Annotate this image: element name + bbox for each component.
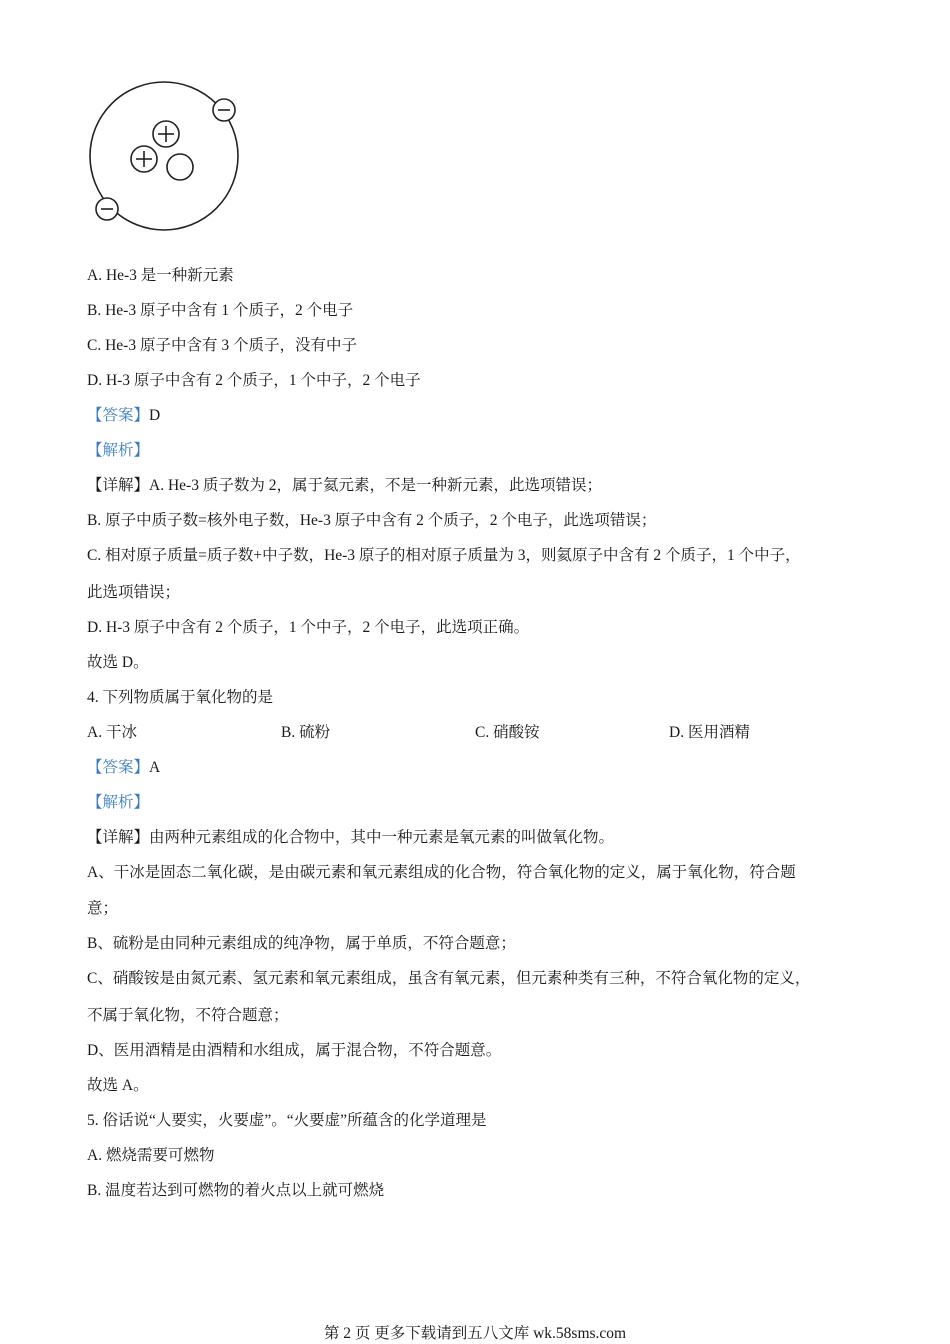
- answer-line: [87, 406, 160, 426]
- conclusion: 故选 D。: [87, 654, 149, 671]
- q4-detail-b: B、硫粉是由同种元素组成的纯净物，属于单质，不符合题意；: [87, 935, 516, 952]
- page-footer: 第 2 页 更多下载请到五八文库 wk.58sms.com: [323, 1325, 627, 1342]
- electron-minus-icon: [96, 198, 118, 220]
- q4-detail-c2: 不属于氧化物，不符合题意；: [87, 1007, 289, 1024]
- q4-answer-line: [87, 758, 160, 778]
- q5-option-a: A. 燃烧需要可燃物: [87, 1147, 215, 1164]
- electron-minus-icon: [213, 99, 235, 121]
- detail-line-3b: 此选项错误；: [87, 584, 181, 601]
- answer-value: D: [149, 407, 161, 424]
- q4-option-b: B. 硫粉: [281, 724, 331, 741]
- q4-answer-tag: 【答案】: [87, 759, 150, 776]
- q4-option-d: D. 医用酒精: [669, 724, 750, 741]
- q4-detail-d: D、医用酒精是由酒精和水组成，属于混合物，不符合题意。: [87, 1042, 502, 1059]
- detail-line-2: B. 原子中质子数=核外电子数，He-3 原子中含有 2 个质子，2 个电子，此选项错误；: [87, 512, 657, 529]
- answer-tag: 【答案】: [87, 407, 150, 424]
- q4-analysis-tag: 【解析】: [87, 794, 150, 811]
- q4-option-c: C. 硝酸铵: [475, 724, 540, 741]
- option-b: B. He-3 原子中含有 1 个质子，2 个电子: [87, 302, 354, 319]
- detail-line-3a: C. 相对原子质量=质子数+中子数，He-3 原子的相对原子质量为 3，则氦原子中含有 2 个质子，1 个中子，: [87, 547, 801, 564]
- q4-detail-text: 由两种元素组成的化合物中，其中一种元素是氧元素的叫做氧化物。: [149, 829, 615, 846]
- question-4-stem: 4. 下列物质属于氧化物的是: [87, 689, 274, 706]
- q5-option-b: B. 温度若达到可燃物的着火点以上就可燃烧: [87, 1182, 385, 1199]
- detail-text: A. He-3 质子数为 2，属于氦元素，不是一种新元素，此选项错误；: [149, 477, 602, 494]
- proton-plus-icon: [131, 146, 157, 172]
- question-5-stem: 5. 俗话说“人要实，火要虚”。“火要虚”所蕴含的化学道理是: [87, 1112, 487, 1129]
- analysis-tag: 【解析】: [87, 442, 150, 459]
- detail-line-1: [87, 476, 602, 496]
- q4-conclusion: 故选 A。: [87, 1077, 149, 1094]
- q4-detail-intro: [87, 828, 614, 848]
- neutron-icon: [167, 154, 193, 180]
- q4-detail-tag: 【详解】: [87, 829, 150, 846]
- q4-detail-a1: A、干冰是固态二氧化碳，是由碳元素和氧元素组成的化合物，符合氧化物的定义，属于氧化物，符合题: [87, 864, 796, 881]
- option-c: C. He-3 原子中含有 3 个质子，没有中子: [87, 337, 357, 354]
- q4-option-a: A. 干冰: [87, 724, 137, 741]
- option-d: D. H-3 原子中含有 2 个质子，1 个中子，2 个电子: [87, 372, 421, 389]
- detail-tag: 【详解】: [87, 477, 150, 494]
- q4-detail-a2: 意；: [87, 900, 119, 917]
- q4-answer-value: A: [149, 759, 161, 776]
- option-a: A. He-3 是一种新元素: [87, 267, 234, 284]
- detail-line-4: D. H-3 原子中含有 2 个质子，1 个中子，2 个电子，此选项正确。: [87, 619, 530, 636]
- helium3-atom-diagram: [84, 80, 244, 232]
- proton-plus-icon: [153, 121, 179, 147]
- q4-detail-c1: C、硝酸铵是由氮元素、氢元素和氧元素组成，虽含有氧元素，但元素种类有三种，不符合氧化物的定义，: [87, 970, 811, 987]
